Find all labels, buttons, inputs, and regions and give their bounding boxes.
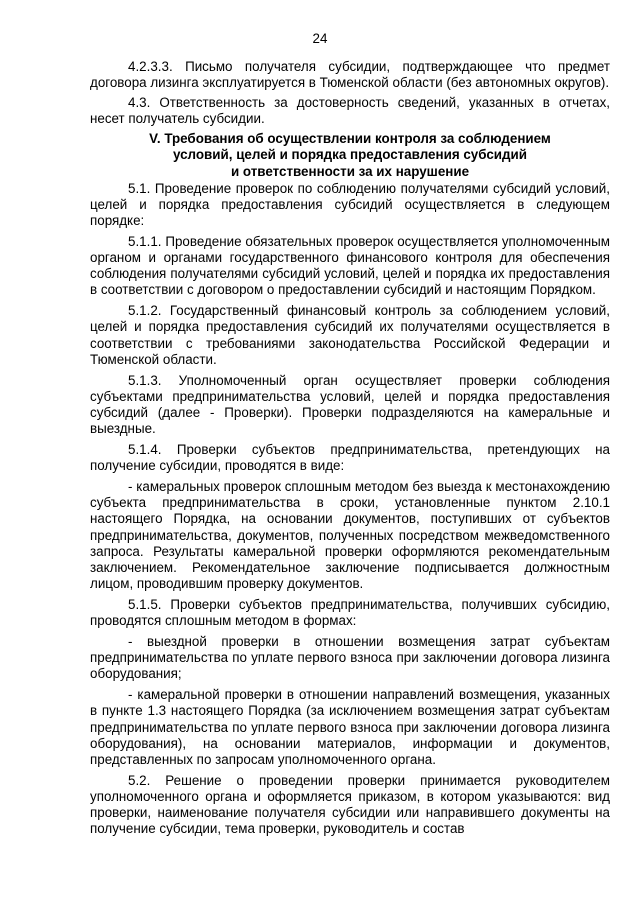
paragraph-5-1-4: 5.1.4. Проверки субъектов предпринимательства, претендующих на получение субсидии, проводятся в виде: [90,442,610,474]
list-item-desk-audit: - камеральных проверок сплошным методом без выезда к местонахождению субъекта предпринимательства в сроки, установленные пунктом 2.10.1 настоящего Порядка, на основании документов, поступивших от субъектов предпринимательства, документов, полученных посредством межведомственного запроса. Результаты камеральной проверки оформляются рекомендательным заключением. Рекомендательное заключение подписывается должностным лицом, проводившим проверку документов. [90,479,610,591]
paragraph-5-1-3: 5.1.3. Уполномоченный орган осуществляет проверки соблюдения субъектами предпринимательства условий, целей и порядка предоставления субсидий (далее - Проверки). Проверки подразделяются на камеральные и выездные. [90,372,610,436]
paragraph-5-2: 5.2. Решение о проведении проверки принимается руководителем уполномоченного органа и оформляется приказом, в котором указываются: вид проверки, наименование получателя субсидии или направившего документы на получение субсидии, тема проверки, руководитель и состав [90,772,610,837]
list-item-field-audit: - выездной проверки в отношении возмещения затрат субъектам предпринимательства по уплате первого взноса при заключении договора лизинга оборудования; [90,634,610,682]
document-body [90,59,610,842]
paragraph-5-1-2: 5.1.2. Государственный финансовый контроль за соблюдением условий, целей и порядка предоставления субсидий их получателями осуществляется в соответствии с требованиями законодательства Российской Федерации и Тюменской области. [90,303,610,367]
paragraph-4-2-3-3: 4.2.3.3. Письмо получателя субсидии, подтверждающее что предмет договора лизинга эксплуатируется в Тюменской области (без автономных округов). [90,59,610,91]
paragraph-5-1-5: 5.1.5. Проверки субъектов предпринимательства, получивших субсидию, проводятся сплошным методом в формах: [90,596,610,628]
paragraph-4-3: 4.3. Ответственность за достоверность сведений, указанных в отчетах, несет получатель субсидии. [90,95,610,127]
section-heading-line-1: V. Требования об осуществлении контроля за соблюдением [149,131,551,147]
list-item-desk-audit-reimbursement: - камеральной проверки в отношении направлений возмещения, указанных в пункте 1.3 настоящего Порядка (за исключением возмещения затрат субъектам предпринимательства по уплате первого взноса при заключении договора лизинга оборудования), на основании материалов, информации и документов, представленных по запросам уполномоченного органа. [90,687,610,767]
paragraph-5-1-1: 5.1.1. Проведение обязательных проверок осуществляется уполномоченным органом и органами государственного финансового контроля для обеспечения соблюдения получателями субсидий условий, целей и порядка их предоставления в соответствии с договором о предоставлении субсидий и настоящим Порядком. [90,233,610,298]
paragraph-5-1: 5.1. Проведение проверок по соблюдению получателями субсидий условий, целей и порядка предоставления субсидий осуществляется в следующем порядке: [90,180,610,228]
section-heading [90,131,610,179]
page-number: 24 [312,31,328,46]
section-heading-line-2: условий, целей и порядка предоставления субсидий [172,147,527,163]
section-heading-line-3: и ответственности за их нарушение [230,163,470,179]
